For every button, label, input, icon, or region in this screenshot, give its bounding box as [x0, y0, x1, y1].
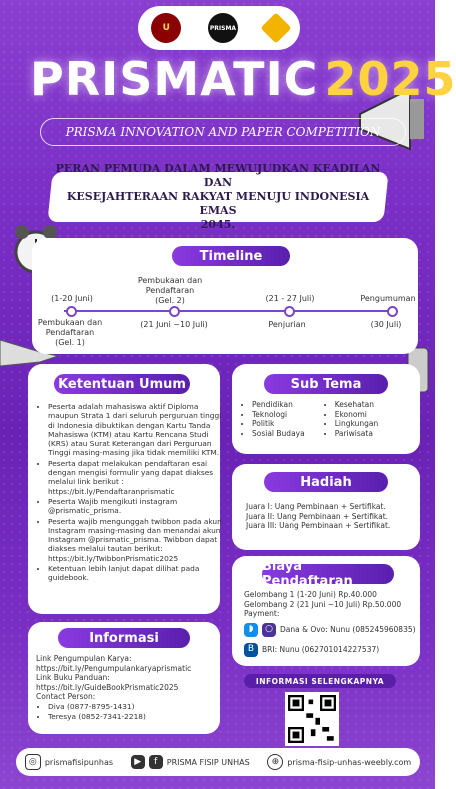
footer	[16, 748, 420, 776]
biaya-heading: Biaya Pendaftaran	[262, 564, 394, 584]
ketentuan-heading: Ketentuan Umum	[54, 374, 190, 394]
footer-org[interactable]	[131, 755, 250, 769]
contact-list	[36, 702, 216, 722]
timeline-top-3: (21 - 27 Juli)	[265, 294, 315, 303]
list-item: • Peserta dapat melakukan pendaftaran esai dengan mengisi formulir yang dapat diakses melalui link berikut : https://bit.ly/Pendaftaranprismatic	[48, 459, 224, 496]
list-item: • Kesehatan	[335, 400, 379, 410]
theme-banner	[47, 162, 388, 231]
informasi-heading: Informasi	[58, 628, 190, 648]
hadiah-item: Juara II: Uang Pembinaan + Sertifikat.	[246, 511, 389, 521]
page-title	[30, 52, 456, 106]
timeline-bottom-1: Pembukaan dan Pendaftaran (Gel. 1)	[37, 318, 103, 347]
biaya-line: Gelombang 1 (1-20 Juni) Rp.40.000	[244, 590, 377, 599]
website: prisma-fisip-unhas-weebly.com	[287, 757, 412, 767]
subtitle: PRISMA INNOVATION AND PAPER COMPETITION	[40, 118, 406, 146]
informasi-body	[36, 654, 216, 722]
bri-text: BRI: Nunu (062701014227537)	[262, 644, 380, 654]
subtema-heading: Sub Tema	[264, 374, 388, 394]
list-item: • Ekonomi	[335, 410, 379, 420]
hadiah-list	[246, 502, 390, 531]
subtema-right	[325, 400, 379, 438]
unhas-logo: U	[151, 13, 181, 43]
list-item: • Lingkungan	[335, 419, 379, 429]
timeline-dot	[66, 306, 77, 317]
contact-item: • Diva (0877-8795-1431)	[48, 702, 216, 711]
footer-web[interactable]	[267, 754, 411, 770]
timeline-heading: Timeline	[172, 246, 290, 266]
timeline-top-2: Pembukaan dan Pendaftaran (Gel. 2)	[137, 276, 203, 305]
hima-logo	[260, 12, 291, 43]
link2[interactable]: https://bit.ly/GuideBookPrismatic2025	[36, 682, 179, 692]
youtube-icon: ▶	[131, 755, 145, 769]
list-item: • Pariwisata	[335, 429, 379, 439]
org-name: PRISMA FISIP UNHAS	[166, 757, 250, 767]
footer-instagram[interactable]	[25, 754, 113, 770]
logo-bar	[138, 6, 300, 50]
ketentuan-card	[28, 364, 220, 614]
biaya-body	[244, 590, 416, 657]
theme-text: PERAN PEMUDA DALAM MEWUJUDKAN KEADILAN DAN KESEJAHTERAAN RAKYAT MENUJU INDONESIA EMAS 2045.	[55, 162, 381, 231]
timeline-bottom-2: (21 Juni ~10 Juli)	[140, 320, 208, 329]
list-item: • Peserta adalah mahasiswa aktif Diploma maupun Strata 1 dari seluruh perguruan tinggi di Indonesia dibuktikan dengan Kartu Tanda Mahasiswa (KTM) atau Kartu Rencana Studi (KRS) atau Surat Keterangan dari Perguruan Tinggi masing-masing jika tidak memiliki KTM.	[48, 402, 224, 458]
title-main: PRISMATIC	[30, 52, 319, 106]
list-item: • Ketentuan lebih lanjut dapat dilihat pada guidebook.	[48, 564, 224, 583]
timeline-top-4: Pengumuman	[360, 294, 416, 303]
globe-icon: ⊕	[267, 754, 283, 770]
subtema-left	[242, 400, 305, 438]
timeline-dot	[169, 306, 180, 317]
list-item: • Teknologi	[252, 410, 305, 420]
dana-row	[244, 623, 416, 637]
list-item: • Peserta wajib mengunggah twibbon pada akun Instagram masing-masing dan menandai akun Instagram @prismatic_prisma. Twibbon dapat diakses melalui tautan berikut: https://bit.ly/TwibbonPrismatic2025	[48, 517, 224, 563]
hadiah-item: Juara III: Uang Pembinaan + Sertifikat.	[246, 521, 391, 530]
contact-label: Contact Person:	[36, 692, 96, 701]
contact-item: • Teresya (0852-7341-2218)	[48, 712, 216, 721]
subtema-columns	[242, 400, 378, 438]
timeline-line	[64, 310, 394, 312]
timeline-dot	[284, 306, 295, 317]
link1-label: Link Pengumpulan Karya:	[36, 654, 132, 663]
list-item: • Peserta Wajib mengikuti instagram @prismatic_prisma.	[48, 497, 224, 516]
dana-text: Dana & Ovo: Nunu (085245960835)	[280, 624, 416, 634]
biaya-line: Gelombang 2 (21 Juni ~10 Juli) Rp.50.000	[244, 599, 402, 609]
timeline-bottom-3: Penjurian	[268, 320, 306, 329]
dana-icon: ◗	[244, 623, 258, 637]
link2-label: Link Buku Panduan:	[36, 673, 110, 682]
timeline-top-1: (1-20 Juni)	[51, 294, 93, 303]
prisma-logo: PRISMA	[208, 13, 238, 43]
facebook-icon: f	[149, 755, 163, 769]
timeline-bottom-4: (30 Juli)	[370, 320, 402, 329]
info-button[interactable]: INFORMASI SELENGKAPNYA	[244, 674, 396, 688]
link1[interactable]: https://bit.ly/Pengumpulankaryaprismatic	[36, 663, 192, 673]
ovo-icon: ○	[262, 623, 276, 637]
bri-row	[244, 643, 416, 657]
title-year: 2025	[324, 52, 456, 106]
payment-label: Payment:	[244, 609, 280, 618]
hadiah-item: Juara I: Uang Pembinaan + Sertifikat.	[246, 502, 386, 511]
ketentuan-list	[38, 402, 224, 584]
list-item: • Politik	[252, 419, 305, 429]
timeline-dot	[387, 306, 398, 317]
qr-code[interactable]	[285, 692, 339, 746]
list-item: • Pendidikan	[252, 400, 305, 410]
list-item: • Sosial Budaya	[252, 429, 305, 439]
bri-icon: B	[244, 643, 258, 657]
hadiah-heading: Hadiah	[264, 472, 388, 492]
instagram-handle: prismafisipunhas	[44, 757, 114, 767]
instagram-icon: ◎	[25, 754, 41, 770]
